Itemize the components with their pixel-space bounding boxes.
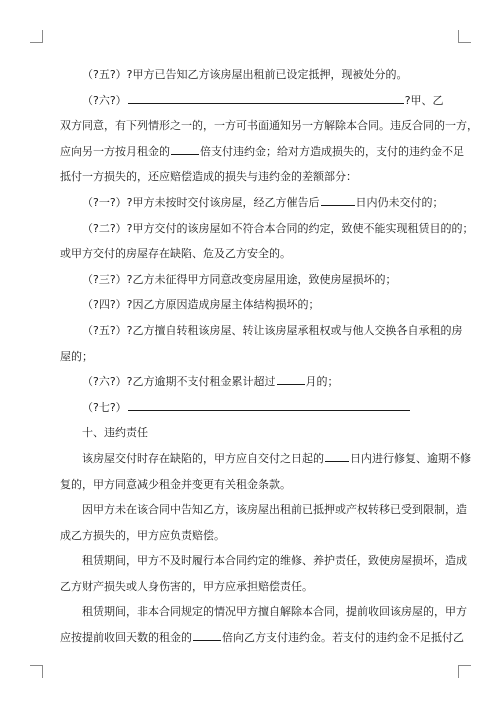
clause-line (60, 241, 445, 267)
paragraph-line (60, 625, 464, 651)
clause-text: ?甲、乙 (404, 93, 444, 107)
clause-text: （?六?） (82, 93, 127, 107)
paragraph-text: 因甲方未在该合同中告知乙方，该房屋出租前已抵押或产权转移已受到限制，造 (82, 503, 467, 517)
clause-text: 或甲方交付的房屋存在缺陷、危及乙方安全的。 (60, 247, 291, 261)
clause-line (60, 395, 445, 421)
paragraph-line (60, 523, 445, 549)
clause-text: （?五?）?乙方擅自转租该房屋、转让该房屋承租权或与他人交换各自承租的房 (82, 323, 463, 337)
clause-line (60, 216, 474, 242)
clause-line (60, 267, 445, 293)
paragraph-line (60, 472, 445, 498)
clause-text: 月的； (305, 375, 339, 389)
crop-mark-top-right (458, 30, 471, 43)
clause-text: （?五?）?甲方已告知乙方该房屋出租前已设定抵押，现被处分的。 (82, 68, 408, 81)
clause-text: （?一?）?甲方未按时交付该房屋，经乙方催告后 (82, 195, 320, 209)
clause-line (60, 369, 445, 395)
clause-line (60, 164, 445, 190)
clause-text: （?七?） (82, 400, 127, 414)
clause-line (60, 292, 445, 318)
paragraph-text: 成乙方损失的，甲方应负责赔偿。 (60, 528, 225, 542)
crop-mark-top-left (30, 30, 43, 43)
clause-line (60, 62, 445, 88)
crop-mark-bottom-right (458, 665, 471, 678)
paragraph-line (60, 548, 467, 574)
paragraph-text: 日内进行修复、逾期不修 (350, 451, 471, 465)
clause-text: （?六?）?乙方逾期不支付租金累计超过 (82, 375, 276, 389)
paragraph-line (60, 599, 467, 625)
clause-text: 应向另一方按月租金的 (60, 144, 170, 158)
clause-line (60, 113, 478, 139)
clause-text: （?三?）?乙方未征得甲方同意改变房屋用途，致使房屋损坏的； (82, 272, 397, 286)
clause-line (60, 344, 445, 370)
section-title (60, 420, 445, 446)
fill-blank[interactable] (171, 143, 199, 155)
clause-line (60, 139, 464, 165)
fill-blank[interactable] (128, 399, 410, 411)
fill-blank[interactable] (277, 373, 305, 385)
clause-text: 抵付一方损失的，还应赔偿造成的损失与违约金的差额部分： (60, 170, 357, 184)
document-body (60, 62, 478, 651)
paragraph-text: 应按提前收回天数的租金的 (60, 631, 192, 645)
paragraph-text: 倍向乙方支付违约金。若支付的违约金不足抵付乙 (222, 631, 464, 645)
paragraph-line (60, 497, 467, 523)
clause-text: 倍支付违约金；给对方造成损失的，支付的违约金不足 (200, 144, 464, 158)
fill-blank[interactable] (321, 194, 355, 206)
clause-line (60, 318, 463, 344)
clause-text: 日内仍未交付的； (355, 195, 444, 209)
crop-mark-bottom-left (30, 665, 43, 678)
paragraph-text: 乙方财产损失或人身伤害的，甲方应承担赔偿责任。 (60, 579, 313, 593)
clause-text: （?二?）?甲方交付的该房屋如不符合本合同的约定，致使不能实现租赁目的的； (82, 221, 474, 235)
paragraph-line (60, 574, 445, 600)
fill-blank[interactable] (128, 92, 404, 104)
paragraph-line (60, 446, 471, 472)
clause-line (60, 88, 445, 114)
section-title-text: 十、违约责任 (82, 426, 148, 440)
paragraph-text: 租赁期间，非本合同规定的情况甲方擅自解除本合同，提前收回该房屋的，甲方 (82, 605, 467, 619)
paragraph-text: 复的，甲方同意减少租金并变更有关租金条款。 (60, 477, 291, 491)
paragraph-text: 该房屋交付时存在缺陷的，甲方应自交付之日起的 (82, 451, 324, 465)
clause-text: （?四?）?因乙方原因造成房屋主体结构损坏的； (82, 298, 320, 312)
clause-text: 屋的； (60, 349, 93, 363)
paragraph-text: 租赁期间，甲方不及时履行本合同约定的维修、养护责任，致使房屋损坏，造成 (82, 554, 467, 568)
fill-blank[interactable] (325, 450, 349, 462)
fill-blank[interactable] (193, 629, 221, 641)
clause-text: 双方同意，有下列情形之一的，一方可书面通知另一方解除本合同。违反合同的一方， (60, 119, 478, 133)
clause-line (60, 190, 445, 216)
